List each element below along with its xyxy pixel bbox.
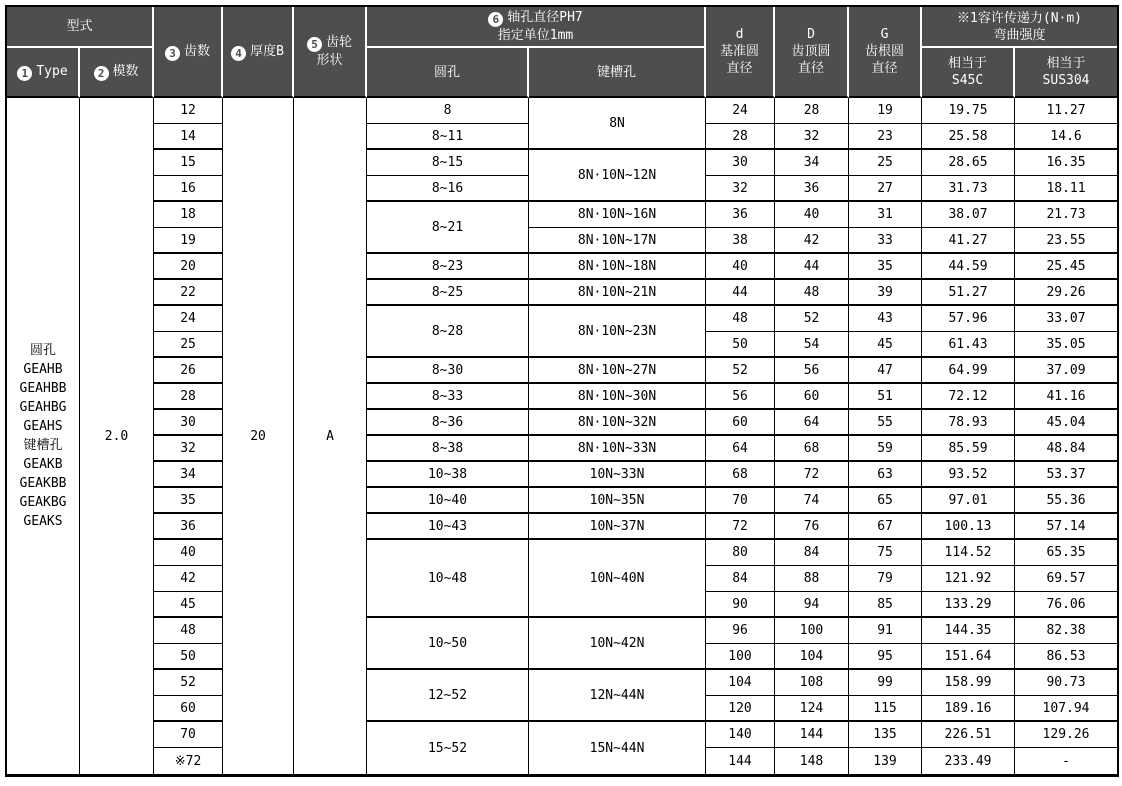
- cell-thickness-b: 20: [223, 98, 294, 774]
- cell-sus304: 90.73: [1015, 670, 1117, 696]
- cell-s45c: 19.75: [922, 98, 1015, 124]
- circled-5-icon: 5: [307, 37, 322, 52]
- col-header-pitch-dia-symbol: d: [735, 27, 744, 42]
- cell-pitch-dia: 144: [706, 748, 775, 774]
- col-header-root-dia: [849, 7, 922, 98]
- cell-root-dia: 23: [849, 124, 922, 150]
- cell-root-dia: 47: [849, 358, 922, 384]
- cell-keyway-hole: 15N~44N: [529, 722, 706, 774]
- cell-root-dia: 75: [849, 540, 922, 566]
- cell-round-hole: 8~38: [367, 436, 529, 462]
- table-row: [7, 358, 1117, 384]
- header-shaft-hole-group: [367, 7, 706, 48]
- col-header-root-dia-symbol: G: [880, 27, 889, 42]
- cell-s45c: 38.07: [922, 202, 1015, 228]
- cell-root-dia: 55: [849, 410, 922, 436]
- table-row: [7, 436, 1117, 462]
- cell-s45c: 151.64: [922, 644, 1015, 670]
- cell-teeth: 25: [154, 332, 223, 358]
- col-header-round-hole: 圆孔: [367, 48, 529, 98]
- cell-sus304: 53.37: [1015, 462, 1117, 488]
- cell-root-dia: 85: [849, 592, 922, 618]
- cell-pitch-dia: 68: [706, 462, 775, 488]
- cell-s45c: 72.12: [922, 384, 1015, 410]
- cell-round-hole: 8~25: [367, 280, 529, 306]
- table-row: [7, 514, 1117, 540]
- col-header-sus304-line2: SUS304: [1042, 73, 1090, 88]
- cell-root-dia: 139: [849, 748, 922, 774]
- cell-keyway-hole: 8N·10N~33N: [529, 436, 706, 462]
- cell-pitch-dia: 120: [706, 696, 775, 722]
- cell-s45c: 78.93: [922, 410, 1015, 436]
- cell-s45c: 233.49: [922, 748, 1015, 774]
- cell-teeth: 16: [154, 176, 223, 202]
- col-header-gear-shape-line1: 齿轮: [326, 35, 353, 50]
- cell-sus304: -: [1015, 748, 1117, 774]
- cell-keyway-hole: 8N·10N~17N: [529, 228, 706, 254]
- col-header-tip-dia: [775, 7, 849, 98]
- circled-3-icon: 3: [165, 46, 180, 61]
- cell-keyway-hole: 10N~42N: [529, 618, 706, 670]
- cell-keyway-hole: 10N~35N: [529, 488, 706, 514]
- circled-4-icon: 4: [231, 46, 246, 61]
- table-row: [7, 228, 1117, 254]
- cell-s45c: 97.01: [922, 488, 1015, 514]
- gear-spec-table: [7, 7, 1117, 774]
- cell-keyway-hole: 10N~40N: [529, 540, 706, 618]
- cell-keyway-hole: 8N·10N~23N: [529, 306, 706, 358]
- cell-teeth: 20: [154, 254, 223, 280]
- table-header: [7, 7, 1117, 98]
- col-header-s45c-line1: 相当于: [948, 56, 988, 71]
- col-header-sus304: [1015, 48, 1117, 98]
- cell-s45c: 93.52: [922, 462, 1015, 488]
- cell-teeth: 60: [154, 696, 223, 722]
- cell-pitch-dia: 48: [706, 306, 775, 332]
- col-header-pitch-dia: [706, 7, 775, 98]
- header-shaft-hole-line2: 指定单位1mm: [497, 28, 574, 43]
- cell-sus304: 33.07: [1015, 306, 1117, 332]
- cell-round-hole: 8~33: [367, 384, 529, 410]
- cell-root-dia: 43: [849, 306, 922, 332]
- col-header-tip-dia-line3: 直径: [798, 61, 825, 76]
- cell-round-hole: 8~21: [367, 202, 529, 254]
- cell-tip-dia: 74: [775, 488, 849, 514]
- cell-tip-dia: 124: [775, 696, 849, 722]
- cell-tip-dia: 104: [775, 644, 849, 670]
- cell-pitch-dia: 100: [706, 644, 775, 670]
- cell-s45c: 25.58: [922, 124, 1015, 150]
- cell-pitch-dia: 30: [706, 150, 775, 176]
- cell-tip-dia: 72: [775, 462, 849, 488]
- circled-6-icon: 6: [488, 12, 503, 27]
- type-block-line: GEAHBG: [19, 400, 67, 415]
- cell-teeth: 48: [154, 618, 223, 644]
- col-header-root-dia-line2: 齿根圆: [865, 44, 905, 59]
- cell-pitch-dia: 80: [706, 540, 775, 566]
- cell-sus304: 57.14: [1015, 514, 1117, 540]
- cell-keyway-hole: 10N~37N: [529, 514, 706, 540]
- cell-teeth: 45: [154, 592, 223, 618]
- table-row: [7, 254, 1117, 280]
- cell-pitch-dia: 44: [706, 280, 775, 306]
- table-row: [7, 280, 1117, 306]
- type-block-line: 圆孔: [29, 343, 56, 358]
- cell-teeth: 12: [154, 98, 223, 124]
- cell-tip-dia: 54: [775, 332, 849, 358]
- col-header-s45c: [922, 48, 1015, 98]
- cell-keyway-hole: 8N·10N~18N: [529, 254, 706, 280]
- cell-keyway-hole: 8N·10N~12N: [529, 150, 706, 202]
- type-block-line: GEAKS: [23, 514, 63, 529]
- cell-pitch-dia: 64: [706, 436, 775, 462]
- cell-tip-dia: 52: [775, 306, 849, 332]
- cell-teeth: 40: [154, 540, 223, 566]
- cell-s45c: 41.27: [922, 228, 1015, 254]
- cell-tip-dia: 64: [775, 410, 849, 436]
- cell-s45c: 189.16: [922, 696, 1015, 722]
- cell-pitch-dia: 96: [706, 618, 775, 644]
- col-header-root-dia-line3: 直径: [871, 61, 898, 76]
- gear-spec-table-frame: [5, 5, 1119, 777]
- cell-pitch-dia: 140: [706, 722, 775, 748]
- cell-module: 2.0: [80, 98, 154, 774]
- cell-root-dia: 27: [849, 176, 922, 202]
- cell-round-hole: 8~11: [367, 124, 529, 150]
- cell-pitch-dia: 60: [706, 410, 775, 436]
- cell-s45c: 133.29: [922, 592, 1015, 618]
- cell-root-dia: 31: [849, 202, 922, 228]
- cell-sus304: 18.11: [1015, 176, 1117, 202]
- cell-round-hole: 12~52: [367, 670, 529, 722]
- col-header-keyway-hole: 键槽孔: [529, 48, 706, 98]
- cell-teeth: 35: [154, 488, 223, 514]
- cell-pitch-dia: 50: [706, 332, 775, 358]
- cell-sus304: 11.27: [1015, 98, 1117, 124]
- cell-pitch-dia: 70: [706, 488, 775, 514]
- cell-root-dia: 39: [849, 280, 922, 306]
- col-header-tip-dia-line2: 齿顶圆: [791, 44, 831, 59]
- cell-tip-dia: 44: [775, 254, 849, 280]
- cell-root-dia: 35: [849, 254, 922, 280]
- cell-keyway-hole: 10N~33N: [529, 462, 706, 488]
- cell-round-hole: 10~43: [367, 514, 529, 540]
- cell-pitch-dia: 40: [706, 254, 775, 280]
- cell-sus304: 25.45: [1015, 254, 1117, 280]
- cell-teeth: 70: [154, 722, 223, 748]
- cell-s45c: 31.73: [922, 176, 1015, 202]
- cell-root-dia: 59: [849, 436, 922, 462]
- cell-teeth: 34: [154, 462, 223, 488]
- cell-s45c: 85.59: [922, 436, 1015, 462]
- table-row: [7, 540, 1117, 566]
- header-force-group: [922, 7, 1117, 48]
- table-row: [7, 410, 1117, 436]
- table-row: [7, 670, 1117, 696]
- cell-s45c: 158.99: [922, 670, 1015, 696]
- cell-pitch-dia: 28: [706, 124, 775, 150]
- circled-1-icon: 1: [17, 66, 32, 81]
- cell-pitch-dia: 84: [706, 566, 775, 592]
- cell-keyway-hole: 8N·10N~21N: [529, 280, 706, 306]
- cell-tip-dia: 36: [775, 176, 849, 202]
- table-row: [7, 488, 1117, 514]
- cell-root-dia: 91: [849, 618, 922, 644]
- cell-round-hole: 10~38: [367, 462, 529, 488]
- cell-teeth: 28: [154, 384, 223, 410]
- cell-keyway-hole: 8N·10N~16N: [529, 202, 706, 228]
- cell-round-hole: 10~48: [367, 540, 529, 618]
- col-header-pitch-dia-line3: 直径: [726, 61, 753, 76]
- cell-keyway-hole: 12N~44N: [529, 670, 706, 722]
- col-header-gear-shape-line2: 形状: [316, 53, 343, 68]
- cell-sus304: 82.38: [1015, 618, 1117, 644]
- table-row: [7, 462, 1117, 488]
- cell-root-dia: 67: [849, 514, 922, 540]
- cell-tip-dia: 40: [775, 202, 849, 228]
- cell-round-hole: 8~36: [367, 410, 529, 436]
- cell-s45c: 51.27: [922, 280, 1015, 306]
- cell-sus304: 107.94: [1015, 696, 1117, 722]
- cell-s45c: 61.43: [922, 332, 1015, 358]
- cell-tip-dia: 76: [775, 514, 849, 540]
- header-shaft-hole-line1: 轴孔直径PH7: [507, 10, 583, 25]
- cell-pitch-dia: 36: [706, 202, 775, 228]
- cell-root-dia: 65: [849, 488, 922, 514]
- cell-s45c: 144.35: [922, 618, 1015, 644]
- type-block-line: GEAHS: [23, 419, 63, 434]
- col-header-thickness: [223, 7, 294, 98]
- cell-tip-dia: 94: [775, 592, 849, 618]
- cell-shape: A: [294, 98, 367, 774]
- cell-teeth: ※72: [154, 748, 223, 774]
- cell-teeth: 26: [154, 358, 223, 384]
- table-row: [7, 618, 1117, 644]
- cell-tip-dia: 42: [775, 228, 849, 254]
- cell-root-dia: 19: [849, 98, 922, 124]
- cell-tip-dia: 28: [775, 98, 849, 124]
- table-row: [7, 98, 1117, 124]
- cell-sus304: 45.04: [1015, 410, 1117, 436]
- table-row: [7, 150, 1117, 176]
- cell-root-dia: 79: [849, 566, 922, 592]
- col-header-module: [80, 48, 154, 98]
- table-body: [7, 98, 1117, 774]
- cell-s45c: 121.92: [922, 566, 1015, 592]
- cell-round-hole: 15~52: [367, 722, 529, 774]
- cell-pitch-dia: 56: [706, 384, 775, 410]
- cell-tip-dia: 68: [775, 436, 849, 462]
- cell-s45c: 64.99: [922, 358, 1015, 384]
- cell-tip-dia: 88: [775, 566, 849, 592]
- col-header-module-label: 模数: [112, 64, 139, 79]
- col-header-sus304-line1: 相当于: [1046, 56, 1086, 71]
- cell-root-dia: 63: [849, 462, 922, 488]
- header-type-group: 型式: [7, 7, 154, 48]
- cell-teeth: 30: [154, 410, 223, 436]
- header-row-top: [7, 7, 1117, 48]
- cell-pitch-dia: 52: [706, 358, 775, 384]
- cell-root-dia: 33: [849, 228, 922, 254]
- cell-s45c: 57.96: [922, 306, 1015, 332]
- table-row: [7, 202, 1117, 228]
- circled-2-icon: 2: [94, 66, 109, 81]
- col-header-pitch-dia-line2: 基准圆: [720, 44, 760, 59]
- type-block-line: GEAKBG: [19, 495, 67, 510]
- cell-type-block: [7, 98, 80, 774]
- type-block-line: GEAKBB: [19, 476, 67, 491]
- cell-round-hole: 8~15: [367, 150, 529, 176]
- cell-sus304: 35.05: [1015, 332, 1117, 358]
- cell-sus304: 37.09: [1015, 358, 1117, 384]
- cell-sus304: 86.53: [1015, 644, 1117, 670]
- col-header-tip-dia-symbol: D: [807, 27, 815, 42]
- cell-root-dia: 99: [849, 670, 922, 696]
- cell-pitch-dia: 90: [706, 592, 775, 618]
- cell-tip-dia: 60: [775, 384, 849, 410]
- cell-round-hole: 8~30: [367, 358, 529, 384]
- type-block-line: GEAHBB: [19, 381, 67, 396]
- cell-tip-dia: 148: [775, 748, 849, 774]
- cell-teeth: 19: [154, 228, 223, 254]
- cell-round-hole: 8: [367, 98, 529, 124]
- cell-sus304: 16.35: [1015, 150, 1117, 176]
- cell-s45c: 226.51: [922, 722, 1015, 748]
- cell-sus304: 41.16: [1015, 384, 1117, 410]
- cell-round-hole: 10~40: [367, 488, 529, 514]
- cell-tip-dia: 48: [775, 280, 849, 306]
- cell-s45c: 100.13: [922, 514, 1015, 540]
- cell-sus304: 29.26: [1015, 280, 1117, 306]
- table-row: [7, 306, 1117, 332]
- col-header-type-label: Type: [36, 64, 68, 79]
- cell-root-dia: 45: [849, 332, 922, 358]
- cell-tip-dia: 108: [775, 670, 849, 696]
- cell-keyway-hole: 8N·10N~32N: [529, 410, 706, 436]
- cell-pitch-dia: 38: [706, 228, 775, 254]
- cell-sus304: 14.6: [1015, 124, 1117, 150]
- type-block-line: GEAKB: [23, 457, 63, 472]
- cell-teeth: 50: [154, 644, 223, 670]
- cell-teeth: 18: [154, 202, 223, 228]
- cell-sus304: 69.57: [1015, 566, 1117, 592]
- col-header-type: [7, 48, 80, 98]
- cell-root-dia: 25: [849, 150, 922, 176]
- cell-pitch-dia: 32: [706, 176, 775, 202]
- table-row: [7, 722, 1117, 748]
- cell-teeth: 24: [154, 306, 223, 332]
- cell-teeth: 42: [154, 566, 223, 592]
- cell-round-hole: 8~23: [367, 254, 529, 280]
- header-force-line2: 弯曲强度: [993, 27, 1046, 43]
- cell-teeth: 36: [154, 514, 223, 540]
- header-force-line1: ※1容许传递力(N·m): [957, 10, 1083, 26]
- col-header-s45c-line2: S45C: [951, 73, 984, 88]
- cell-tip-dia: 56: [775, 358, 849, 384]
- cell-root-dia: 51: [849, 384, 922, 410]
- cell-root-dia: 115: [849, 696, 922, 722]
- cell-teeth: 15: [154, 150, 223, 176]
- cell-sus304: 55.36: [1015, 488, 1117, 514]
- cell-round-hole: 10~50: [367, 618, 529, 670]
- cell-s45c: 44.59: [922, 254, 1015, 280]
- cell-root-dia: 135: [849, 722, 922, 748]
- cell-teeth: 22: [154, 280, 223, 306]
- cell-sus304: 65.35: [1015, 540, 1117, 566]
- col-header-gear-shape: [294, 7, 367, 98]
- cell-round-hole: 8~16: [367, 176, 529, 202]
- cell-teeth: 52: [154, 670, 223, 696]
- cell-keyway-hole: 8N·10N~27N: [529, 358, 706, 384]
- cell-keyway-hole: 8N: [529, 98, 706, 150]
- col-header-thickness-label: 厚度B: [250, 43, 284, 59]
- cell-pitch-dia: 24: [706, 98, 775, 124]
- cell-sus304: 76.06: [1015, 592, 1117, 618]
- cell-tip-dia: 32: [775, 124, 849, 150]
- cell-teeth: 14: [154, 124, 223, 150]
- cell-pitch-dia: 72: [706, 514, 775, 540]
- cell-pitch-dia: 104: [706, 670, 775, 696]
- cell-sus304: 21.73: [1015, 202, 1117, 228]
- type-block-line: 键槽孔: [23, 438, 63, 453]
- cell-tip-dia: 84: [775, 540, 849, 566]
- cell-s45c: 114.52: [922, 540, 1015, 566]
- cell-sus304: 129.26: [1015, 722, 1117, 748]
- cell-tip-dia: 144: [775, 722, 849, 748]
- col-header-teeth-label: 齿数: [184, 43, 211, 59]
- type-block-line: GEAHB: [23, 362, 63, 377]
- cell-tip-dia: 34: [775, 150, 849, 176]
- cell-teeth: 32: [154, 436, 223, 462]
- cell-s45c: 28.65: [922, 150, 1015, 176]
- cell-keyway-hole: 8N·10N~30N: [529, 384, 706, 410]
- cell-round-hole: 8~28: [367, 306, 529, 358]
- cell-sus304: 48.84: [1015, 436, 1117, 462]
- cell-sus304: 23.55: [1015, 228, 1117, 254]
- cell-tip-dia: 100: [775, 618, 849, 644]
- cell-root-dia: 95: [849, 644, 922, 670]
- col-header-teeth: [154, 7, 223, 98]
- table-row: [7, 384, 1117, 410]
